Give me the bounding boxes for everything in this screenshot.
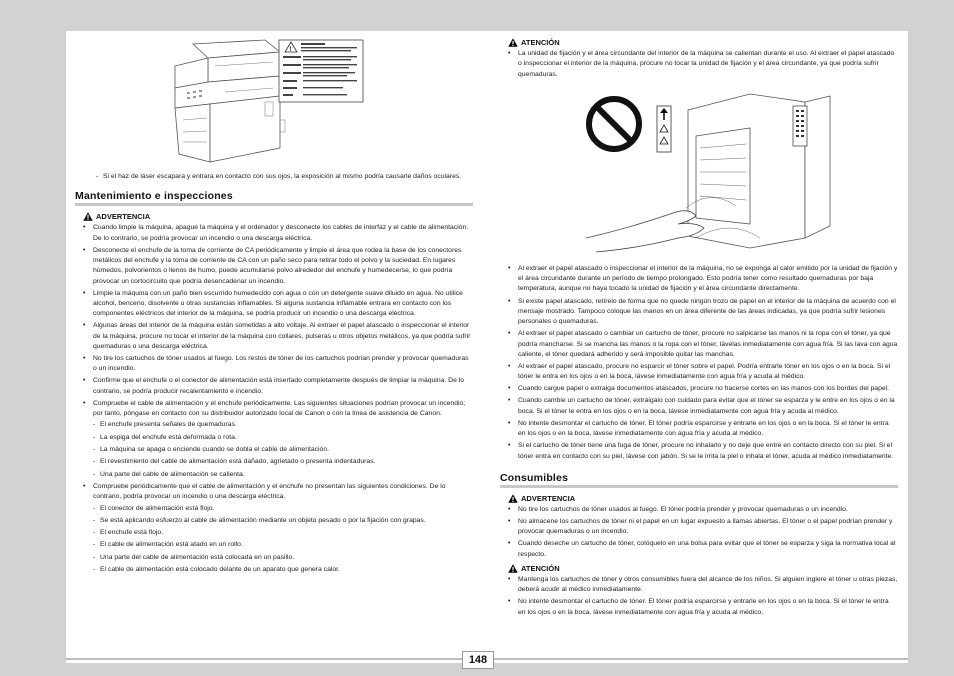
list-item xyxy=(93,482,473,575)
list-item: • Mantenga los cartuchos de tóner y otros consumibles fuera del alcance de los niños. Si alguien ingiere el tóner u otras piezas, deberá acudir al médico inmediatamente. xyxy=(518,575,898,596)
sub-item: - El cable de alimentación está atado en un rollo. xyxy=(100,540,473,550)
list-item: • La unidad de fijación y el área circundante del interior de la máquina se calientan durante el uso. Al extraer el papel atascado o inspeccionar el interior de la máquina, procure no tocar la unidad de fijación y el área circundante, ya que podría sufrir quemaduras. xyxy=(518,49,898,80)
stress-item-text: Compruebe periódicamente que el cable de alimentación y el enchufe no presentan las siguientes condiciones. De lo contrario, podría provocar un incendio o una descarga eléctrica. xyxy=(93,482,446,501)
list-item xyxy=(93,399,473,480)
section-heading-consumables: Consumibles xyxy=(500,472,898,488)
list-item: • No tire los cartuchos de tóner usados al fuego. El tóner podría prender y provocar quemaduras o un incendio. xyxy=(518,505,898,515)
consumables-warning-list xyxy=(500,505,898,560)
list-item: • Desconecte el enchufe de la toma de corriente de CA periódicamente y limpie el área que rodea la base de los conectores metálicos del enchufe y la toma de corriente de CA con un paño seco para retirar todo el polvo y la suciedad. En lugares húmedos, polvorientos o llenos de humo, puede acumularse polvo alrededor del enchufe y humedecerse, lo que podría provocar un cortocircuito que podría desencadenar un incendio. xyxy=(93,246,473,287)
printer-icon xyxy=(75,36,473,166)
list-item: • Algunas áreas del interior de la máquina están sometidas a alto voltaje. Al extraer el papel atascado o inspeccionar el interior de la máquina, procure no tocar el interior de la máquina con collares, pulseras u otros objetos metálicos, ya que podría sufrir quemaduras o una descarga eléctrica. xyxy=(93,321,473,352)
page-number: 148 xyxy=(462,651,494,669)
warning-triangle-icon xyxy=(508,564,518,573)
sub-item: - El enchufe está flojo. xyxy=(100,528,473,538)
svg-text:!: ! xyxy=(289,47,292,53)
list-item: • Cuando deseche un cartucho de tóner, colóquelo en una bolsa para evitar que el tóner se esparza y siga la normativa local al respecto. xyxy=(518,539,898,560)
sub-item: - Una parte del cable de alimentación se calienta. xyxy=(100,470,473,480)
do-not-touch-icon xyxy=(500,88,898,258)
warning-label xyxy=(75,212,473,221)
stress-subitems xyxy=(93,504,473,576)
attention-label xyxy=(500,564,898,573)
list-item: • No almacene los cartuchos de tóner ni el papel en un lugar expuesto a llamas abiertas. El tóner o el papel podrían prender y provocar quemaduras o un incendio. xyxy=(518,517,898,538)
list-item: • No tire los cartuchos de tóner usados al fuego. Los restos de tóner de los cartuchos podrían prender y provocar quemaduras o un incendio. xyxy=(93,354,473,375)
sub-item: - La espiga del enchufe está deformada o rota. xyxy=(100,433,473,443)
right-column xyxy=(500,36,898,620)
list-item: • Cuando cambie un cartucho de tóner, extráigalo con cuidado para evitar que el tóner se esparza y le entre en los ojos o en la boca. Si el tóner le entra en los ojos o en la boca, lávese inmediatamente con agua fría y acuda al médico. xyxy=(518,396,898,417)
warning-triangle-icon xyxy=(508,494,518,503)
attention-label-text: ATENCIÓN xyxy=(521,38,560,47)
list-item: • Confirme que el enchufe o el conector de alimentación está insertado completamente después de limpiar la máquina. De lo contrario, se podría producir recalentamiento e incendio. xyxy=(93,376,473,397)
hot-fixing-unit-illustration xyxy=(500,88,898,258)
warning-triangle-icon xyxy=(83,212,93,221)
consumables-attention-list xyxy=(500,575,898,618)
maintenance-warning-list xyxy=(75,223,473,575)
warning-triangle-icon xyxy=(508,38,518,47)
list-item: • Al extraer el papel atascado o inspeccionar el interior de la máquina, no se exponga al calor emitido por la unidad de fijación y el área circundante durante un período de tiempo prolongado. Esto podría tener como resultado quemaduras por baja temperatura, aunque no haya tocado la unidad de fijación y el área circundante directamente. xyxy=(518,264,898,295)
section-heading-maintenance: Mantenimiento e inspecciones xyxy=(75,190,473,206)
sub-item: - La máquina se apaga o enciende cuando se dobla el cable de alimentación. xyxy=(100,445,473,455)
attention-list xyxy=(500,264,898,462)
list-item: • No intente desmontar el cartucho de tóner. El tóner podría esparcirse y entrarle en los ojos o en la boca. Si el tóner le entra en los ojos o en la boca, lávese inmediatamente con agua fría y acuda al médico. xyxy=(518,597,898,618)
check-subitems xyxy=(93,420,473,479)
sub-item: - El enchufe presenta señales de quemaduras. xyxy=(100,420,473,430)
sub-item: - El cable de alimentación está colocado delante de un aparato que genera calor. xyxy=(100,565,473,575)
warning-label-text: ADVERTENCIA xyxy=(96,212,151,222)
sub-item: - El conector de alimentación está flojo. xyxy=(100,504,473,514)
list-item: • Si existe papel atascado, retírelo de forma que no quede ningún trozo de papel en el interior de la máquina de acuerdo con el mensaje mostrado. Tampoco coloque las manos en un área diferente de las áreas indicadas, ya que podría sufrir lesiones personales o quemaduras. xyxy=(518,297,898,328)
attention-first-list xyxy=(500,49,898,80)
left-column xyxy=(75,36,473,577)
check-item-text: Compruebe el cable de alimentación y el enchufe periódicamente. Las siguientes situaciones podrían provocar un incendio; por tanto, póngase en contacto con su distribuidor autorizado local de Canon o con la línea de asistencia de Canon. xyxy=(93,399,466,418)
list-item: • No intente desmontar el cartucho de tóner. El tóner podría esparcirse y entrarle en los ojos o en la boca. Si el tóner le entra en los ojos o en la boca, lávese inmediatamente con agua fría y acuda al médico. xyxy=(518,419,898,440)
warning-label xyxy=(500,494,898,503)
attention-label xyxy=(500,38,898,47)
attention-label-text: ATENCIÓN xyxy=(521,563,560,573)
sub-item: - Una parte del cable de alimentación está colocada en un pasillo. xyxy=(100,553,473,563)
list-item: • Si el cartucho de tóner tiene una fuga de tóner, procure no inhalarlo y no deje que entre en contacto directo con su piel. Si el tóner entra en contacto con su piel, lávese con jabón. Si se le irrita la piel o inhala el tóner, acuda al médico inmediatamente. xyxy=(518,441,898,462)
list-item: • Al extraer el papel atascado, procure no esparcir el tóner sobre el papel. Podría entrarle tóner en los ojos o en la boca. Si el tóner le entra en los ojos o en la boca, lávese inmediatamente con agua fría y acuda al médico. xyxy=(518,362,898,383)
printer-laser-label-illustration xyxy=(75,36,473,166)
sub-item: - El revestimiento del cable de alimentación está dañado, agrietado o presenta indentaduras. xyxy=(100,457,473,467)
list-item: • Cuando limpie la máquina, apague la máquina y el ordenador y desconecte los cables de interfaz y el cable de alimentación. De lo contrario, se podría provocar un incendio o una descarga eléctrica. xyxy=(93,223,473,244)
laser-exposure-note: - Si el haz de láser escapara y entrara en contacto con sus ojos, la exposición al mismo podría causarle daños oculares. xyxy=(103,172,473,182)
sub-item: - Se está aplicando esfuerzo al cable de alimentación mediante un objeto pesado o por la fijación con grapas. xyxy=(100,516,473,526)
list-item: • Limpie la máquina con un paño bien escurrido humedecido con agua o con un detergente suave diluido en agua. No utilice alcohol, benceno, disolvente u otras sustancias inflamables. Si alguna sustancia inflamable entrara en contacto con los componentes eléctricos del interior de la máquina, se podría producir un incendio o una descarga eléctrica. xyxy=(93,289,473,320)
list-item: • Al extraer el papel atascado o cambiar un cartucho de tóner, procure no salpicarse las manos ni la ropa con el tóner, ya que podría mancharse. Si se mancha las manos o la ropa con el tóner, lávelas inmediatamente con agua fría. Si las lava con agua caliente, el tóner quedará adherido y será imposible quitar las manchas. xyxy=(518,329,898,360)
warning-label-text: ADVERTENCIA xyxy=(521,493,576,503)
list-item: • Cuando cargue papel o extraiga documentos atascados, procure no hacerse cortes en las manos con los bordes del papel. xyxy=(518,384,898,394)
